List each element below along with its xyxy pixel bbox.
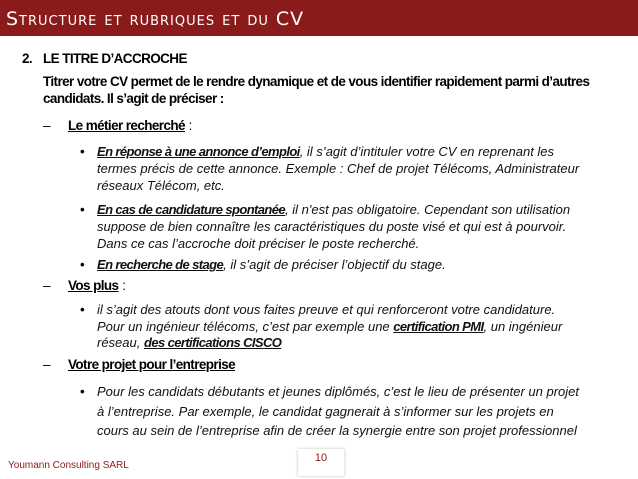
intro-line-1: Titrer votre CV permet de le rendre dynamique et de vous identifier rapidement parmi d’autres [43, 74, 590, 89]
bullet-emphasis: des certifications CISCO [143, 335, 282, 350]
bullet-text: Pour un ingénieur télécoms, c’est par exemple une [97, 319, 394, 334]
dash-marker: – [43, 118, 51, 133]
bullet-marker: • [80, 202, 85, 217]
section-number: 2. [22, 51, 33, 66]
bullet-line: termes précis de cette annonce. Exemple : Chef de projet Télécoms, Administrateur [97, 161, 580, 176]
bullet-line: réseaux Télécom, etc. [97, 178, 225, 193]
bullet-rest: , il n'est pas obligatoire. Cependant son utilisation [285, 202, 571, 217]
bullet-lead: En recherche de stage [97, 257, 224, 272]
subheading-suffix: : [118, 278, 126, 293]
bullet-marker: • [80, 302, 85, 317]
bullet-marker: • [80, 144, 85, 159]
bullet-line [97, 256, 446, 273]
bullet-line: suppose de bien connaître les caractéristiques du poste visé et qui est à pourvoir. [97, 219, 567, 234]
slide-title: Structure et rubriques et du CV [6, 8, 305, 30]
bullet-line: cours au sein de l’entreprise afin de créer la synergie entre son projet professionnel [97, 423, 577, 438]
bullet-line [97, 318, 562, 335]
dash-marker: – [43, 357, 51, 372]
dash-marker: – [43, 278, 51, 293]
bullet-lead: En cas de candidature spontanée [97, 202, 286, 217]
footer-company: Youmann Consulting SARL [8, 460, 129, 471]
bullet-line: Pour les candidats débutants et jeunes diplômés, c’est le lieu de présenter un projet [97, 384, 580, 399]
bullet-line [97, 143, 554, 160]
subheading-label: Le métier recherché [68, 118, 185, 133]
bullet-marker: • [80, 257, 85, 272]
bullet-rest: , il s’agit d’intituler votre CV en reprenant les [299, 144, 555, 159]
bullet-text: réseau, [97, 335, 144, 350]
bullet-line: à l’entreprise. Par exemple, le candidat gagnerait à s’informer sur les projets en [97, 404, 554, 419]
bullet-rest: , il s’agit de préciser l’objectif du stage. [223, 257, 446, 272]
subheading-metier [68, 117, 192, 134]
bullet-line [97, 201, 570, 218]
page-number: 10 [298, 449, 344, 476]
subheading-label: Vos plus [68, 278, 119, 293]
title-bar [0, 0, 638, 36]
subheading-label: Votre projet pour l’entreprise [68, 357, 236, 372]
bullet-line [97, 334, 281, 351]
subheading-suffix: : [184, 118, 193, 133]
subheading-plus [68, 277, 126, 294]
bullet-text: , un ingénieur [483, 319, 563, 334]
subheading-projet [68, 356, 235, 373]
bullet-line: il s’agit des atouts dont vous faites preuve et qui renforceront votre candidature. [97, 302, 556, 317]
bullet-line: Dans ce cas l’accroche doit préciser le poste recherché. [97, 236, 420, 251]
bullet-lead: En réponse à une annonce d’emploi [97, 144, 300, 159]
bullet-marker: • [80, 384, 85, 399]
intro-line-2: candidats. Il s’agit de préciser : [43, 91, 224, 106]
section-title: LE TITRE D’ACCROCHE [43, 51, 187, 66]
bullet-emphasis: certification PMI [393, 319, 484, 334]
